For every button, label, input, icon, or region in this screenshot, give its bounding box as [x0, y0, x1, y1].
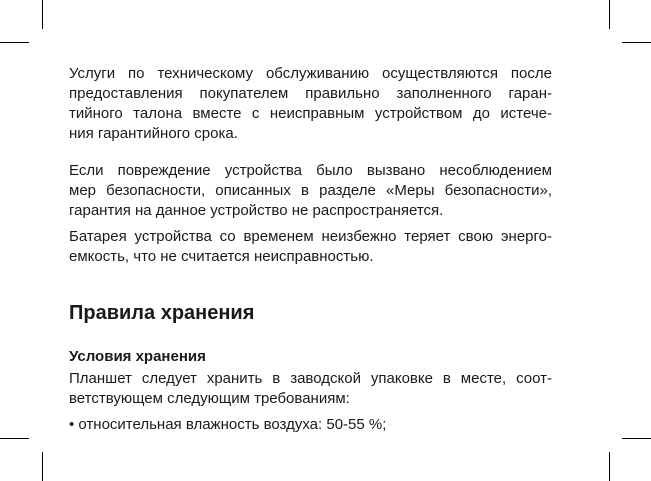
text-line: гарантия на данное устройство не распространяется. — [69, 202, 444, 219]
crop-mark-bottom-left-horizontal — [0, 438, 29, 439]
crop-mark-top-left-horizontal — [0, 42, 29, 43]
text-line: мер безопасности, описанных в разделе «Меры безопасности», — [69, 182, 552, 199]
crop-mark-bottom-right-vertical — [609, 452, 610, 481]
text-line: ния гарантийного срока. — [69, 125, 238, 142]
battery-paragraph — [69, 227, 552, 267]
text-line: Услуги по техническому обслуживанию осуществляются после — [69, 65, 552, 82]
bullet-text: • относительная влажность воздуха: 50-55 %; — [69, 416, 387, 433]
crop-mark-top-right-vertical — [609, 0, 610, 29]
crop-mark-top-right-horizontal — [622, 42, 651, 43]
list-item — [69, 415, 552, 435]
text-line: тийного талона вместе с неисправным устройством до истече- — [69, 105, 552, 122]
crop-mark-top-left-vertical — [42, 0, 43, 29]
text-line: предоставления покупателем правильно заполненного гаран- — [69, 85, 552, 102]
text-line: Батарея устройства со временем неизбежно теряет свою энерго- — [69, 228, 552, 245]
crop-mark-bottom-right-horizontal — [622, 438, 651, 439]
warranty-service-paragraph — [69, 64, 552, 144]
subsection-heading: Условия хранения — [69, 348, 206, 365]
text-line: Планшет следует хранить в заводской упаковке в месте, соот- — [69, 370, 552, 387]
warranty-exclusion-paragraph — [69, 161, 552, 221]
storage-paragraph — [69, 369, 552, 409]
crop-mark-bottom-left-vertical — [42, 452, 43, 481]
text-line: емкость, что не считается неисправностью. — [69, 248, 374, 265]
text-line: ветствующем следующим требованиям: — [69, 390, 350, 407]
page-content — [69, 64, 552, 435]
section-heading: Правила хранения — [69, 302, 255, 324]
text-line: Если повреждение устройства было вызвано несоблюдением — [69, 162, 552, 179]
